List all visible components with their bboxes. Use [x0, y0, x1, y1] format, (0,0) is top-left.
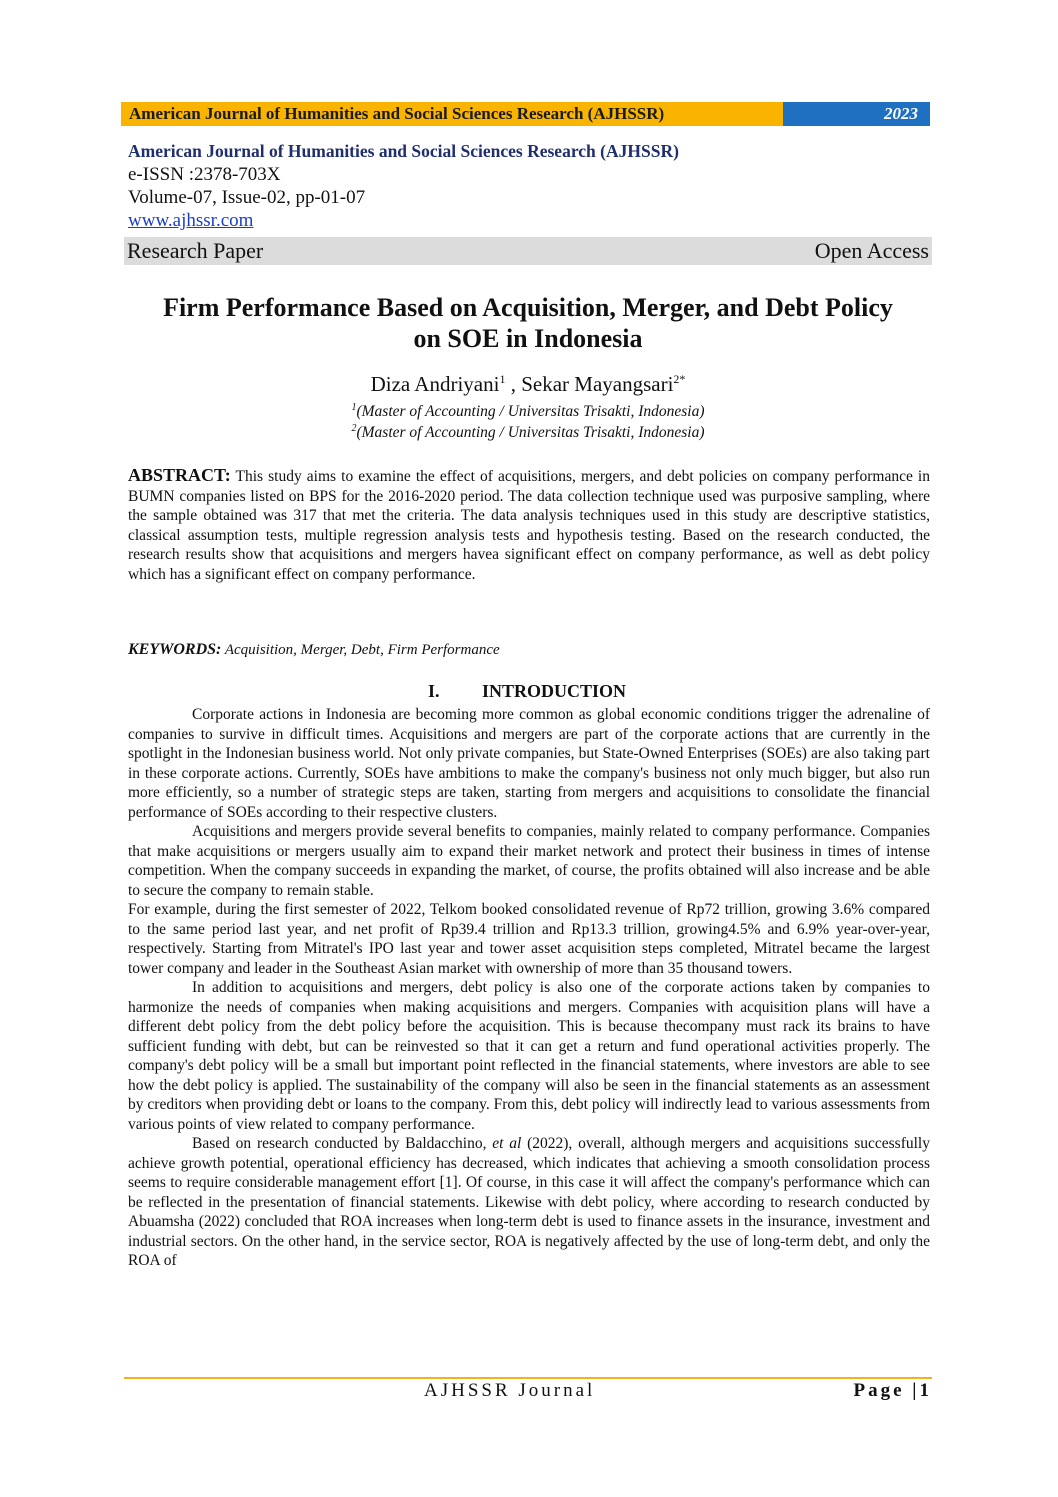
abstract [128, 466, 930, 584]
affiliation-2-text: (Master of Accounting / Universitas Trisakti, Indonesia) [356, 424, 705, 442]
author-2-sup: 2* [673, 372, 686, 386]
affiliation-1-sup: 1 [351, 402, 357, 413]
title-line-2: on SOE in Indonesia [413, 324, 643, 353]
intro-paragraph-4: In addition to acquisitions and mergers, debt policy is also one of the corporate actions taken by companies to harmonize the needs of companies when making acquisitions and mergers. Companies with acquisition plans will have a different debt policy from the debt policy before the acquisition. This is because thecompany must rack its brains to have sufficient funding with debt, but can be reinvested so that it can get a return and fund operational activities properly. The company's debt policy will be a small but important point reflected in the financial statements, where investors are able to see how the debt policy is applied. The sustainability of the company will also be seen in the financial statements as an assessment by creditors when providing debt or loans to the company. From this, debt policy will indirectly lead to various assessments from various points of view related to company performance. [128, 979, 930, 1133]
header-journal-name: American Journal of Humanities and Social Sciences Research (AJHSSR) [121, 102, 783, 126]
intro-paragraph-1: Corporate actions in Indonesia are becoming more common as global economic conditions trigger the adrenaline of companies to survive in difficult times. Acquisitions and mergers are part of the corporate actions that are currently in the spotlight in the Indonesian business world. Not only private companies, but State-Owned Enterprises (SOEs) are also taking part in these corporate actions. Currently, SOEs have ambitions to make the company's business not only much bigger, but also run more efficiently, so a number of strategic steps are taken, starting from mergers and acquisitions to consolidate the financial performance of SOEs according to their respective clusters. [128, 706, 930, 821]
affiliation-1 [124, 402, 932, 421]
author-separator: , [505, 372, 522, 396]
meta-journal-name: American Journal of Humanities and Social Sciences Research (AJHSSR) [128, 141, 679, 161]
author-1-sup: 1 [499, 372, 506, 386]
title-line-1: Firm Performance Based on Acquisition, Merger, and Debt Policy [163, 293, 893, 322]
paper-type-bar [124, 237, 932, 265]
author-list [124, 372, 932, 397]
keywords-text: Acquisition, Merger, Debt, Firm Performance [221, 642, 500, 658]
affiliation-2-sup: 2 [351, 423, 357, 434]
meta-volume: Volume-07, Issue-02, pp-01-07 [128, 187, 366, 208]
affiliation-1-text: (Master of Accounting / Universitas Trisakti, Indonesia) [356, 403, 705, 421]
abstract-label: ABSTRACT: [128, 465, 231, 485]
author-1: Diza Andriyani [370, 372, 500, 396]
intro-p5-before: Based on research conducted by Baldacchino, [192, 1135, 493, 1152]
paper-type-label: Research Paper [127, 238, 264, 263]
meta-issn: e-ISSN :2378-703X [128, 164, 281, 185]
open-access-label: Open Access [814, 238, 929, 263]
intro-p5-etal: et al [492, 1135, 522, 1152]
intro-p5-after: (2022), overall, although mergers and acquisitions successfully achieve growth potential, operational efficiency has decreased, which indicates that achieving a smooth consolidation process seems to require considerable management effort [1]. Of course, in this case it will affect the company's performance which can be reflected in the presentation of financial statements. Likewise with debt policy, where according to research conducted by Abuamsha (2022) concluded that ROA increases when long-term debt is used to finance assets in the insurance, investment and industrial sectors. On the other hand, in the service sector, ROA is negatively affected by the use of long-term debt, and only the ROA of [128, 1135, 930, 1269]
intro-paragraph-5 [128, 1134, 930, 1271]
author-2: Sekar Mayangsari [521, 372, 674, 396]
footer-divider [124, 1377, 932, 1379]
keywords [128, 640, 930, 661]
introduction-body [128, 705, 930, 1271]
section-number: I. [428, 681, 440, 701]
website-link[interactable]: www.ajhssr.com [128, 210, 254, 231]
footer-page-number: Page |1 [853, 1380, 932, 1401]
intro-paragraph-2: Acquisitions and mergers provide several benefits to companies, mainly related to company performance. Companies that make acquisitions or mergers usually aim to expand their market network and protect their business in times of intense competition. When the company succeeds in expanding the market, of course, the profits obtained will also increase and be able to secure the company to remain stable. [128, 823, 930, 899]
journal-meta [128, 140, 930, 232]
header-year: 2023 [783, 102, 930, 126]
keywords-label: KEYWORDS: [128, 641, 222, 658]
section-title: INTRODUCTION [482, 681, 627, 701]
footer-journal: AJHSSR Journal [424, 1380, 596, 1401]
abstract-text: This study aims to examine the effect of acquisitions, mergers, and debt policies on company performance in BUMN companies listed on BPS for the 2016-2020 period. The data collection technique used was purposive sampling, where the sample obtained was 317 that met the criteria. The data analysis techniques used in this study are descriptive statistics, classical assumption tests, multiple regression analysis tests and hypothesis testing. Based on the research conducted, the research results show that acquisitions and mergers havea significant effect on company performance, as well as debt policy which has a significant effect on company performance. [128, 468, 930, 583]
affiliation-2 [124, 423, 932, 442]
journal-header-band [121, 102, 930, 126]
paper-title [124, 292, 932, 354]
intro-paragraph-3: For example, during the first semester of 2022, Telkom booked consolidated revenue of Rp72 trillion, growing 3.6% compared to the same period last year, and net profit of Rp39.4 trillion and Rp13.3 trillion, growing4.5% and 6.9% year-over-year, respectively. Starting from Mitratel's IPO last year and tower asset acquisition steps completed, Mitratel became the largest tower company and leader in the Southeast Asian market with ownership of more than 35 thousand towers. [128, 901, 930, 977]
